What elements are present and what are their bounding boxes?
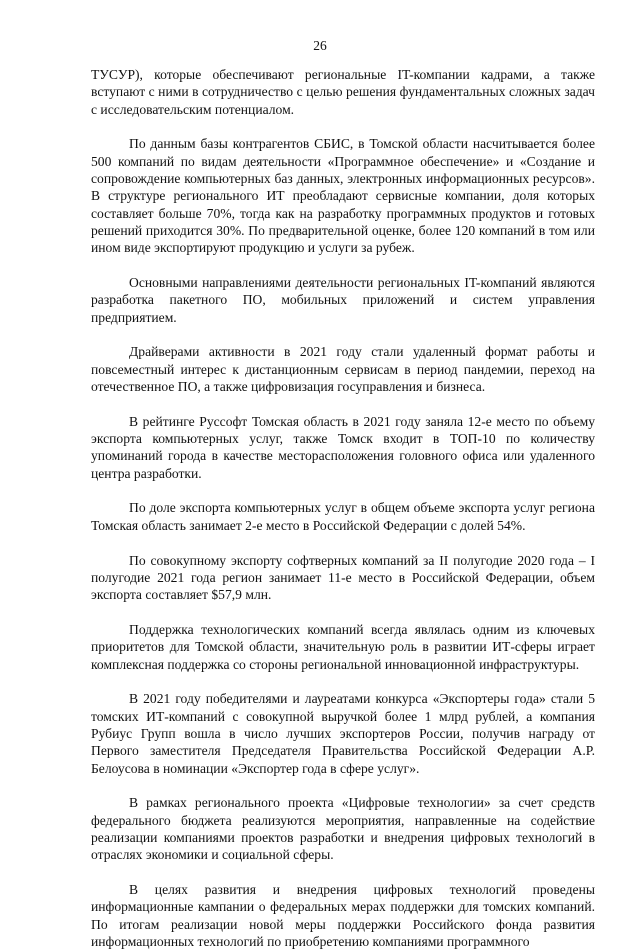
paragraph-main-directions: Основными направлениями деятельности региональных IT-компаний являются разработка пакетного ПО, мобильных приложений и систем управления предприятием. (91, 274, 595, 325)
page-number: 26 (313, 38, 327, 53)
paragraph-info-campaigns: В целях развития и внедрения цифровых технологий проведены информационные кампании о федеральных мерах поддержки для томских компаний. По итогам реализации новой меры поддержки Российского фонда развития информационных технологий по приобретению компаниями программного (91, 881, 595, 949)
paragraph-software-export: По совокупному экспорту софтверных компаний за II полугодие 2020 года – I полугодие 2021 года регион занимает 11-е место в Российской Федерации, объем экспорта составляет $57,9 млн. (91, 552, 595, 603)
paragraph-tech-support: Поддержка технологических компаний всегда являлась одним из ключевых приоритетов для Томской области, значительную роль в развитии ИТ-сферы играет комплексная поддержка со стороны региональной инновационной инфраструктуры. (91, 621, 595, 672)
paragraph-digital-tech-project: В рамках регионального проекта «Цифровые технологии» за счет средств федерального бюджета реализуются мероприятия, направленные на содействие реализации компаниями проектов разработки и внедрения цифровых технологий в отраслях экономики и социальной сферы. (91, 795, 595, 863)
paragraph-russoft-rating: В рейтинге Руссофт Томская область в 2021 году заняла 12-е место по объему экспорта компьютерных услуг, также Томск входит в ТОП-10 по количеству упоминаний города в качестве месторасположения головного офиса или удаленного центра разработки. (91, 413, 595, 481)
paragraph-tusur-continuation: ТУСУР), которые обеспечивают региональные IT-компании кадрами, а также вступают с ними в сотрудничество с целью решения фундаментальных сложных задач с исследовательским потенциалом. (91, 67, 595, 117)
paragraph-sbis-data: По данным базы контрагентов СБИС, в Томской области насчитывается более 500 компаний по видам деятельности «Программное обеспечение» и «Создание и сопровождение компьютерных баз данных, электронных информационных ресурсов». В структуре регионального ИТ преобладают сервисные компании, доля которых составляет больше 70%, тогда как на разработку программных продуктов и готовых решений приходится 30%. По предварительной оценке, более 120 компаний в том или ином виде экспортируют продукцию и услуги за рубеж. (91, 136, 595, 256)
paragraph-export-share: По доле экспорта компьютерных услуг в общем объеме экспорта услуг региона Томская область занимает 2-е место в Российской Федерации с долей 54%. (91, 500, 595, 533)
document-body (91, 66, 595, 950)
paragraph-activity-drivers: Драйверами активности в 2021 году стали удаленный формат работы и повсеместный интерес к дистанционным сервисам в период пандемии, переход на отечественное ПО, а также цифровизация госуправления и бизнеса. (91, 344, 595, 394)
paragraph-exporters-of-year: В 2021 году победителями и лауреатами конкурса «Экспортеры года» стали 5 томских ИТ-компаний с совокупной выручкой более 1 млрд рублей, а компания Рубиус Групп вошла в число лучших экспортеров России, получив награду от Первого заместителя Председателя Правительства Российской Федерации А.Р. Белоусова в номинации «Экспортер года в сфере услуг». (91, 691, 595, 776)
